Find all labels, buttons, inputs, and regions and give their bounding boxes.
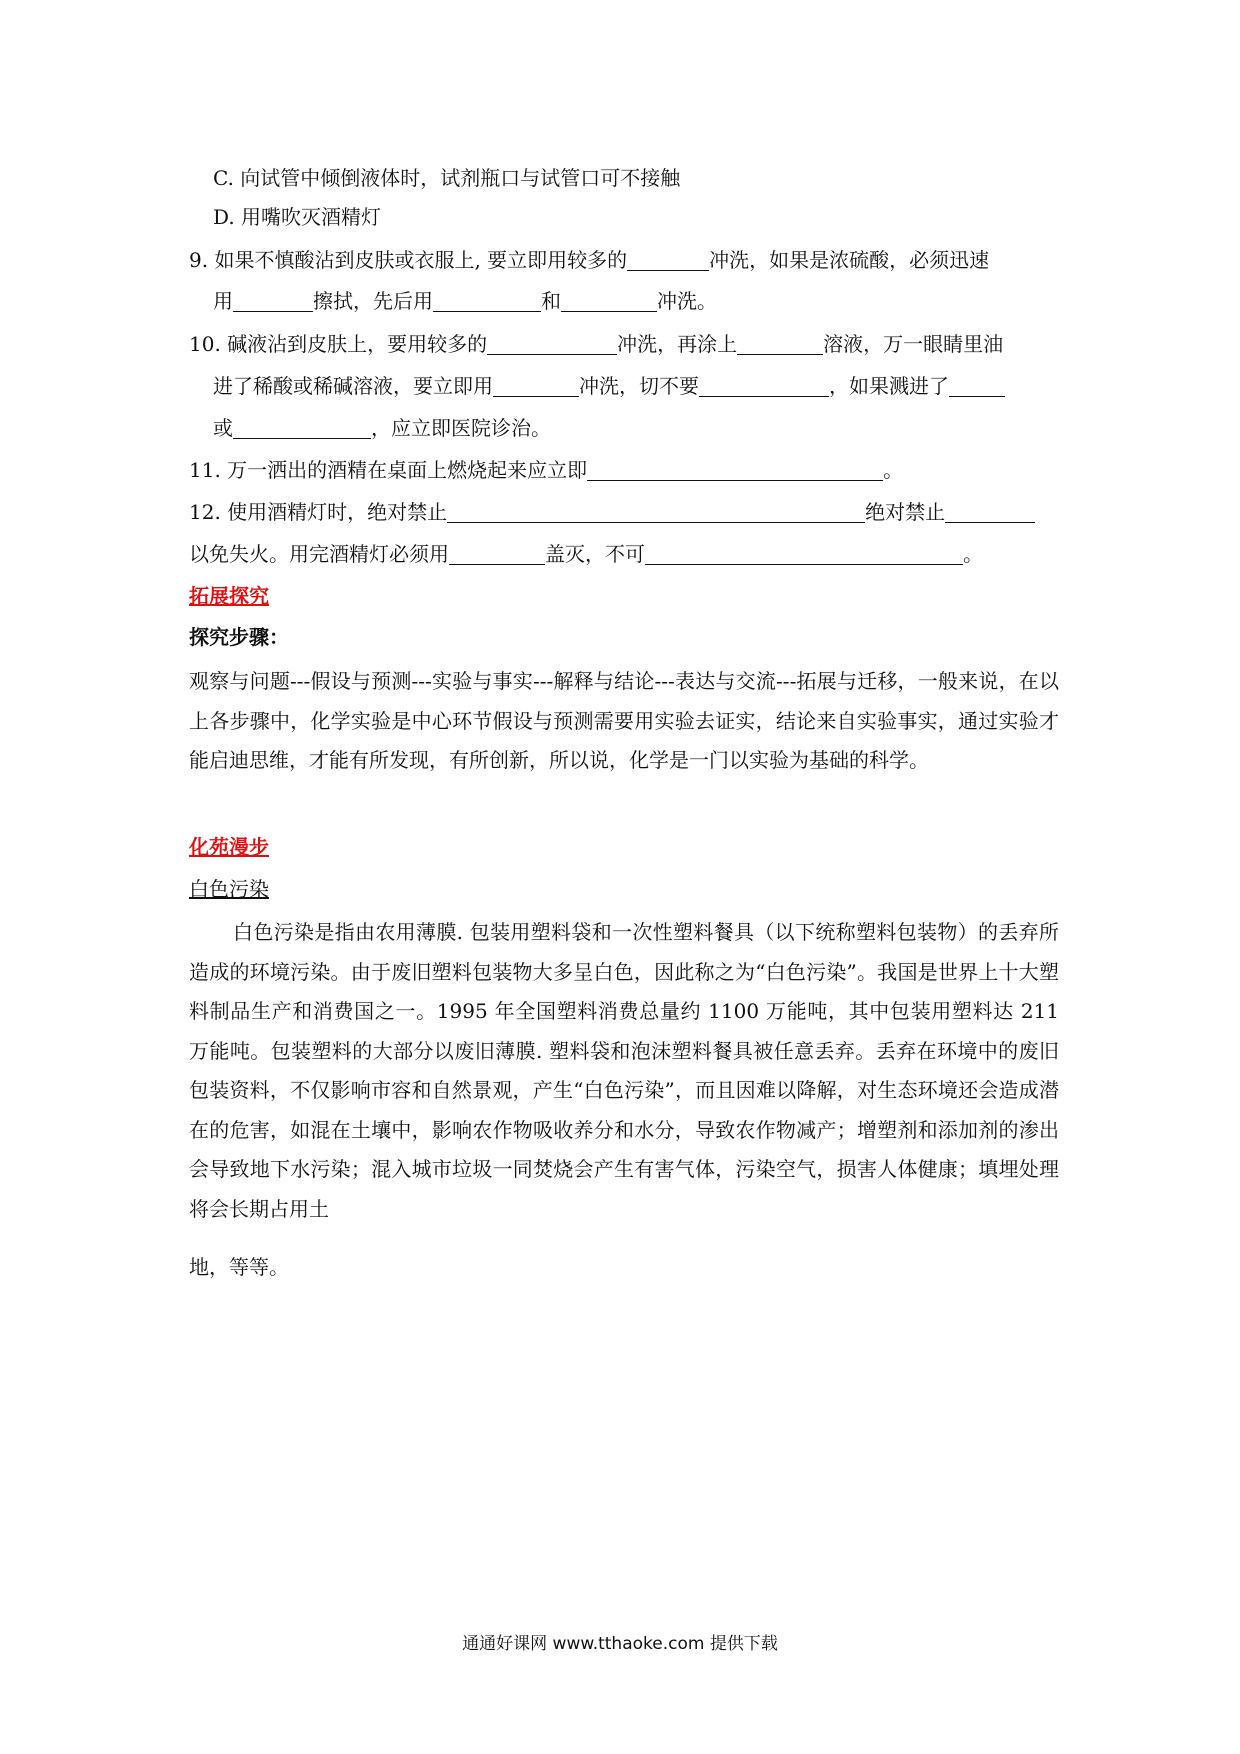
footer-download-credit: 通通好课网 www.tthaoke.com 提供下载 <box>462 1634 778 1654</box>
question-11 <box>189 456 1059 484</box>
q9-text-6: 冲洗。 <box>657 289 717 313</box>
question-12-line-1 <box>189 498 1059 526</box>
q10-blank-4[interactable] <box>699 374 829 397</box>
q12-blank-4[interactable] <box>645 542 963 565</box>
q10-text-5: 冲洗，切不要 <box>579 374 699 398</box>
section-subtitle-steps: 探究步骤： <box>189 625 289 649</box>
option-d: D. 用嘴吹灭酒精灯 <box>213 205 382 229</box>
q10-text-6: ，如果溅进了 <box>829 374 949 398</box>
question-9-line-1 <box>189 246 1059 274</box>
q12-blank-2[interactable] <box>945 500 1035 523</box>
q9-blank-4[interactable] <box>561 289 657 312</box>
q10-blank-6[interactable] <box>233 416 371 439</box>
q12-blank-3[interactable] <box>449 542 545 565</box>
q11-text-2: 。 <box>883 458 904 482</box>
q9-text-1: 9. 如果不慎酸沾到皮肤或衣服上, 要立即用较多的 <box>189 248 628 272</box>
q12-text-2: 绝对禁止 <box>865 500 946 524</box>
section-title-stroll: 化苑漫步 <box>189 835 269 859</box>
option-c: C. 向试管中倾倒液体时，试剂瓶口与试管口可不接触 <box>213 166 681 190</box>
question-10-line-1 <box>189 330 1059 358</box>
q12-text-4: 盖灭，不可 <box>545 542 645 566</box>
question-12-line-2 <box>189 540 1059 568</box>
explore-steps-paragraph: 观察与问题---假设与预测---实验与事实---解释与结论---表达与交流---拓展与迁移，一般来说，在以上各步骤中，化学实验是中心环节假设与预测需要用实验去证实，结论来自实验事实，通过实验才能启迪思维，才能有所发现，有所创新，所以说，化学是一门以实验为基础的科学。 <box>189 669 1059 772</box>
q9-blank-1[interactable] <box>627 248 709 271</box>
q10-text-8: ，应立即医院诊治。 <box>371 416 551 440</box>
question-9-line-2 <box>213 287 1083 315</box>
q10-text-7: 或 <box>213 416 233 440</box>
q10-text-4: 进了稀酸或稀碱溶液，要立即用 <box>213 374 493 398</box>
q9-text-3: 用 <box>213 289 233 313</box>
q10-blank-5[interactable] <box>949 374 1005 397</box>
question-10-line-2 <box>213 372 1083 400</box>
article-title-white-pollution: 白色污染 <box>189 877 269 901</box>
white-pollution-paragraph: 白色污染是指由农用薄膜. 包装用塑料袋和一次性塑料餐具（以下统称塑料包装物）的丢弃所造成的环境污染。由于废旧塑料包装物大多呈白色，因此称之为“白色污染”。我国是世界上十大塑料制品生产和消费国之一。1995 年全国塑料消费总量约 1100 万能吨，其中包装用塑料达 211 万能吨。包装塑料的大部分以废旧薄膜. 塑料袋和泡沫塑料餐具被任意丢弃。丢弃在环境中的废旧包装资料，不仅影响市容和自然景观，产生“白色污染”，而且因难以降解，对生态环境还会造成潜在的危害，如混在土壤中，影响农作物吸收养分和水分，导致农作物减产；增塑剂和添加剂的渗出会导致地下水污染；混入城市垃圾一同焚烧会产生有害气体，污染空气，损害人体健康；填埋处理将会长期占用土 <box>189 920 1059 1221</box>
q9-text-5: 和 <box>541 289 561 313</box>
white-pollution-tail: 地，等等。 <box>189 1255 289 1279</box>
q10-blank-1[interactable] <box>487 332 617 355</box>
section-title-explore: 拓展探究 <box>189 584 269 608</box>
q9-text-4: 擦拭，先后用 <box>313 289 433 313</box>
q10-text-2: 冲洗，再涂上 <box>617 332 738 356</box>
q10-text-3: 溶液，万一眼睛里油 <box>823 332 1004 356</box>
q11-blank-1[interactable] <box>587 458 883 481</box>
q10-text-1: 10. 碱液沾到皮肤上，要用较多的 <box>189 332 488 356</box>
q12-blank-1[interactable] <box>447 500 865 523</box>
q10-blank-2[interactable] <box>737 332 823 355</box>
question-10-line-3 <box>213 414 1083 442</box>
q9-text-2: 冲洗，如果是浓硫酸，必须迅速 <box>709 248 990 272</box>
q9-blank-2[interactable] <box>233 289 313 312</box>
q11-text-1: 11. 万一洒出的酒精在桌面上燃烧起来应立即 <box>189 458 588 482</box>
q12-text-1: 12. 使用酒精灯时，绝对禁止 <box>189 500 448 524</box>
q9-blank-3[interactable] <box>433 289 541 312</box>
q12-text-5: 。 <box>963 542 983 566</box>
q10-blank-3[interactable] <box>493 374 579 397</box>
q12-text-3: 以免失火。用完酒精灯必须用 <box>189 542 449 566</box>
